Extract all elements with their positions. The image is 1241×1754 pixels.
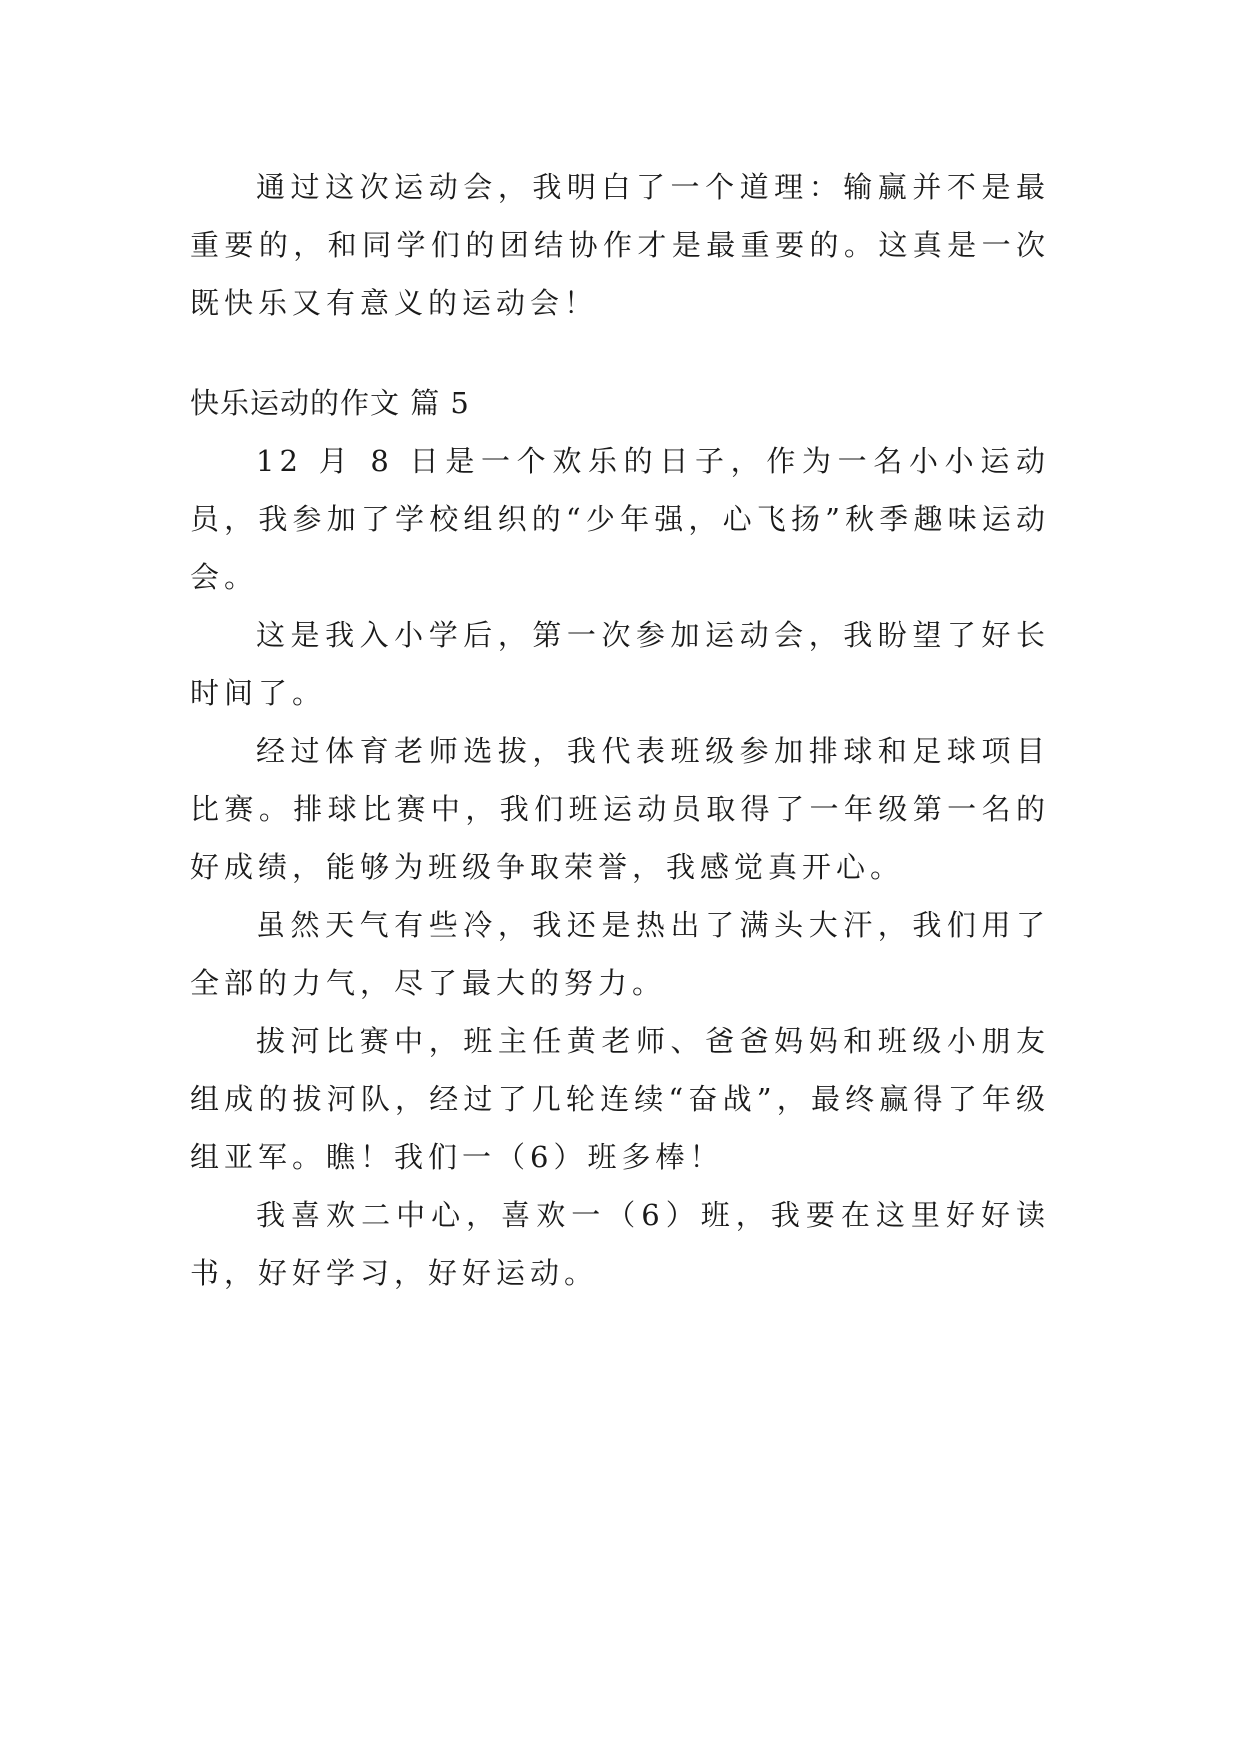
paragraph-1: 12 月 8 日是一个欢乐的日子，作为一名小小运动员，我参加了学校组织的“少年强，心飞扬”秋季趣味运动会。 [190, 444, 1050, 594]
paragraph-6: 我喜欢二中心，喜欢一（6）班，我要在这里好好读书，好好学习，好好运动。 [190, 1198, 1050, 1290]
document-body [190, 158, 1050, 1302]
paragraph-3: 经过体育老师选拔，我代表班级参加排球和足球项目比赛。排球比赛中，我们班运动员取得了一年级第一名的好成绩，能够为班级争取荣誉，我感觉真开心。 [190, 734, 1050, 884]
section-heading: 快乐运动的作文 篇 5 [190, 386, 470, 420]
paragraph-5: 拔河比赛中，班主任黄老师、爸爸妈妈和班级小朋友组成的拔河队，经过了几轮连续“奋战”，最终赢得了年级组亚军。瞧！我们一（6）班多棒！ [190, 1024, 1050, 1174]
paragraph-4: 虽然天气有些冷，我还是热出了满头大汗，我们用了全部的力气，尽了最大的努力。 [190, 908, 1050, 1000]
paragraph-2: 这是我入小学后，第一次参加运动会，我盼望了好长时间了。 [190, 618, 1050, 710]
paragraph-conclusion: 通过这次运动会，我明白了一个道理：输赢并不是最重要的，和同学们的团结协作才是最重要的。这真是一次既快乐又有意义的运动会！ [190, 170, 1050, 320]
